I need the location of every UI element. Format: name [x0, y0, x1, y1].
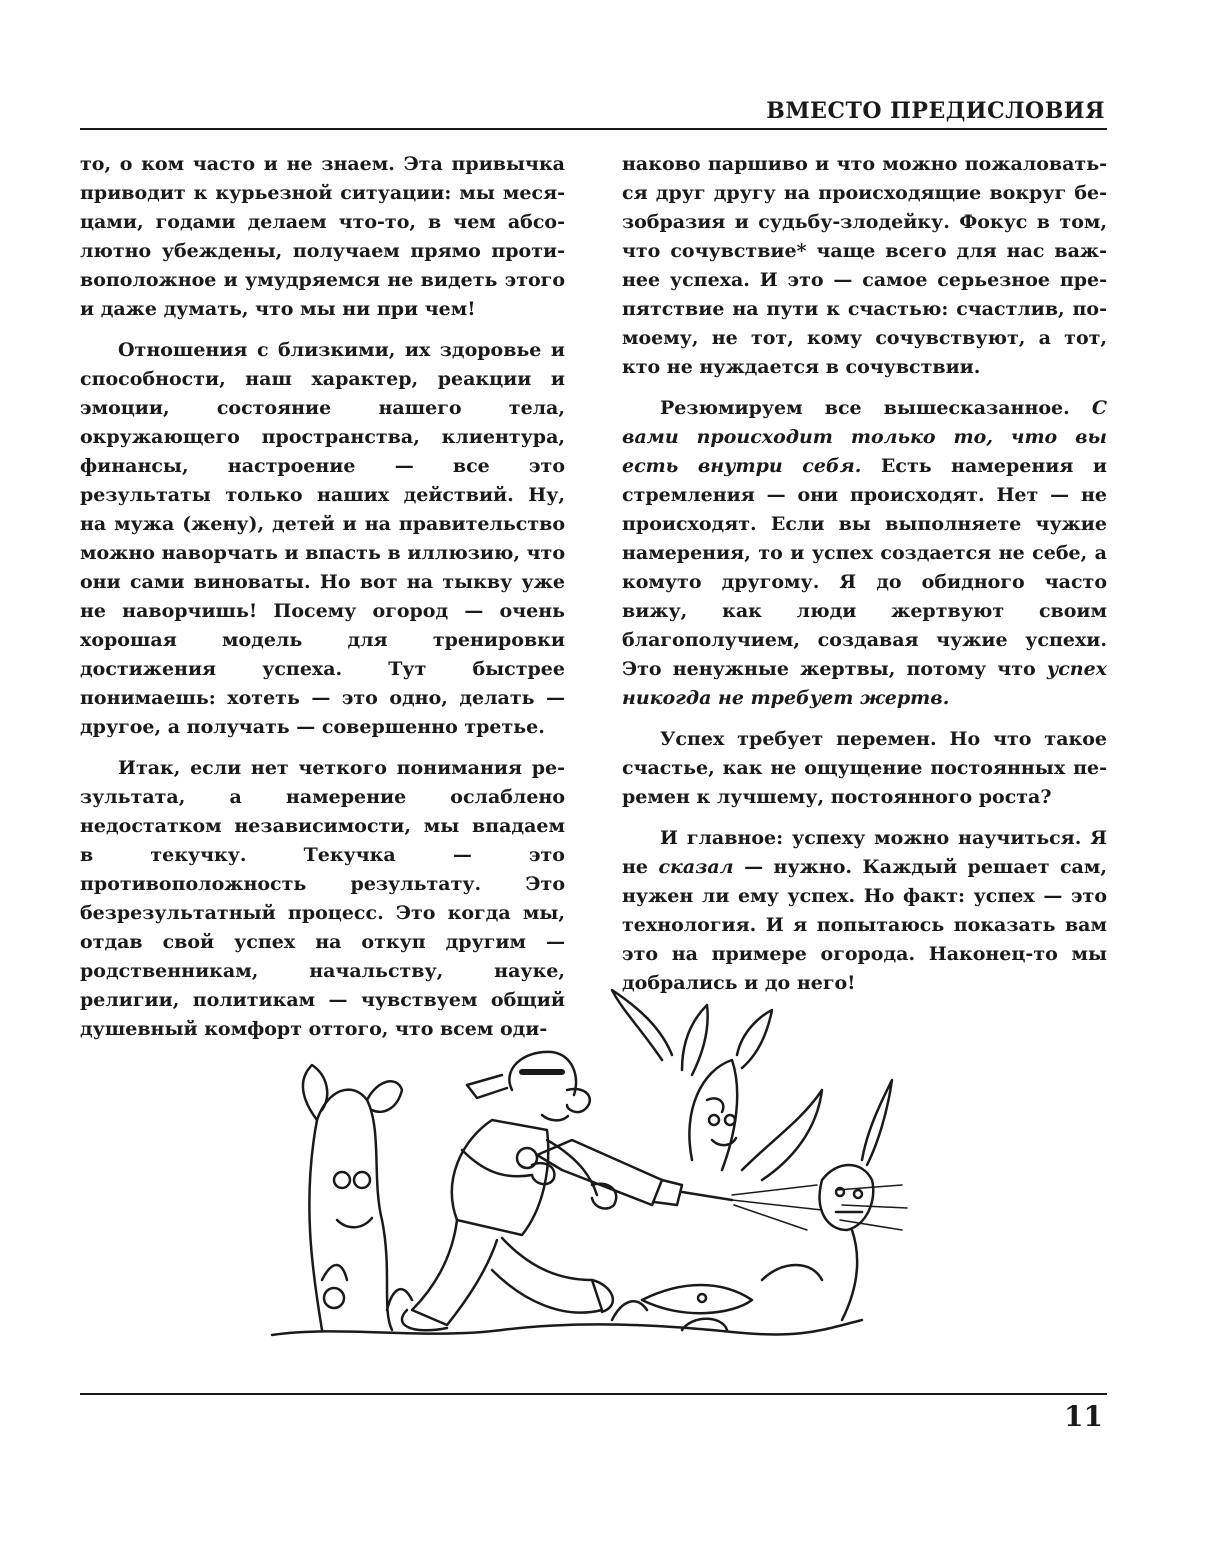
- left-column: [80, 150, 565, 1056]
- paragraph-part: И главное: успеху можно научиться. Я не: [622, 827, 1107, 878]
- paragraph: то, о ком часто и не знаем. Эта привычка приводит к курьезной ситуации: мы месяцами, годами делаем что-то, в чем абсолютно убеждены, получаем прямо противоположное и умудряемся не видеть этого и даже думать, что мы ни при чем!: [80, 153, 565, 320]
- right-column: [622, 150, 1107, 1010]
- paragraph: Итак, если нет четкого понимания результата, а намерение ослаблено недостатком независимости, мы впадаем в текучку. Текучка — это противоположность результату. Это безрезультатный процесс. Это когда мы, отдав свой успех на откуп другим — родственникам, начальству, науке, религии, политикам — чувствуем общий душевный комфорт оттого, что всем оди-: [80, 757, 565, 1040]
- page-number: 11: [1064, 1400, 1103, 1433]
- paragraph-middle: Есть намерения и стремления — они происходят. Нет — не происходят. Если вы выполняете чужие намерения, то и успех создается не себе, а комуто другому. Я до обидного часто вижу, как люди жертвуют своим благополучием, создавая чужие успехи. Это ненужные жертвы, потому что: [622, 455, 1107, 680]
- paragraph: [622, 824, 1107, 998]
- footer-rule: [80, 1393, 1107, 1395]
- paragraph: наково паршиво и что можно пожаловаться друг другу на происходящие вокруг безобразия и судьбу-злодейку. Фокус в том, что сочувствие* чаще всего для нас важнее успеха. И это — самое серьезное препятствие на пути к счастью: счастлив, помоему, не тот, кому сочувствуют, а тот, кто не нуждается в сочувствии.: [622, 153, 1107, 378]
- paragraph: Успех требует перемен. Но что такое счастье, как не ощущение постоянных перемен к лучшему, постоянного роста?: [622, 728, 1107, 808]
- running-header: ВМЕСТО ПРЕДИСЛОВИЯ: [766, 98, 1105, 124]
- header-rule: [80, 128, 1107, 130]
- paragraph: Отношения с близкими, их здоровье и способности, наш характер, реакции и эмоции, состояние нашего тела, окружающего пространства, клиентура, финансы, настроение — все это результаты только наших действий. Ну, на мужа (жену), детей и на правительство можно наворчать и впасть в иллюзию, что они сами виноваты. Но вот на тыкву уже не наворчишь! Посему огород — очень хорошая модель для тренировки достижения успеха. Тут быстрее понимаешь: хотеть — это одно, делать — другое, а получать — совершенно третье.: [80, 339, 565, 738]
- paragraph-lead: Резюмируем все вышесказанное.: [660, 397, 1070, 419]
- emphasis-text: успех никогда не требует жертв.: [622, 658, 1107, 709]
- paragraph: [622, 394, 1107, 713]
- emphasis-text: сказал: [658, 856, 734, 878]
- gardener-cartoon-illustration: [262, 980, 922, 1350]
- paragraph-part: — нужно. Каждый решает сам, нужен ли ему успех. Но факт: успех — это технология. И я попытаюсь показать вам это на примере огорода. Наконец-то мы добрались и до него!: [622, 856, 1107, 994]
- emphasis-text: С вами происходит только то, что вы есть внутри себя.: [622, 397, 1107, 477]
